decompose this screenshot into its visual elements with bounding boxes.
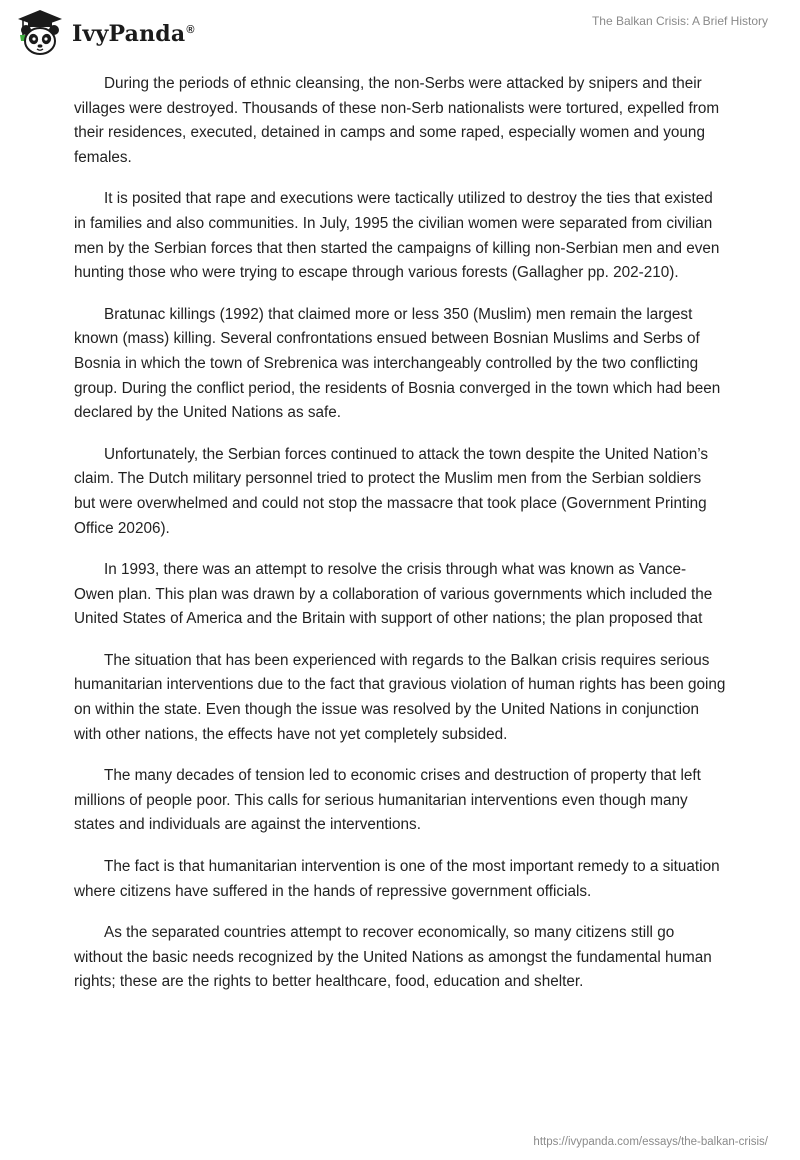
registered-mark: ® [186, 23, 195, 36]
brand-logo[interactable] [14, 8, 195, 58]
essay-paragraph: As the separated countries attempt to recover economically, so many citizens still go without the basic needs recognized by the United Nations as amongst the fundamental human rights; these are the rights to better healthcare, food, education and shelter. [74, 924, 712, 991]
essay-paragraph: It is posited that rape and executions were tactically utilized to destroy the ties that existed in families and also communities. In July, 1995 the civilian women were separated from civilian men by the Serbian forces that then started the campaigns of killing non-Serbian men and even hunting those who were trying to escape through various forests (Gallagher pp. 202-210). [74, 190, 720, 282]
page-header [0, 0, 800, 70]
source-url-link[interactable]: https://ivypanda.com/essays/the-balkan-crisis/ [533, 1136, 768, 1148]
brand-name-text: IvyPanda [72, 21, 186, 47]
essay-paragraph: Bratunac killings (1992) that claimed more or less 350 (Muslim) men remain the largest known (mass) killing. Several confrontations ensued between Bosnian Muslims and Serbs of Bosnia in which the town of Srebrenica was interchangeably controlled by the two conflicting group. During the conflict period, the residents of Bosnia converged in the town which had been declared by the United Nations as safe. [74, 305, 721, 422]
panda-graduate-logo-icon [14, 8, 66, 58]
document-title: The Balkan Crisis: A Brief History [591, 14, 768, 28]
brand-name [72, 21, 195, 47]
essay-paragraph: During the periods of ethnic cleansing, the non-Serbs were attacked by snipers and their villages were destroyed. Thousands of these non-Serb nationalists were tortured, expelled from their residences, executed, detained in camps and some raped, especially women and young females. [74, 75, 720, 166]
essay-paragraph: The situation that has been experienced with regards to the Balkan crisis requires serious humanitarian interventions due to the fact that gravious violation of human rights has been going on within the state. Even though the issue was resolved by the United Nations in conjunction with other nations, the effects have not yet completely subsided. [74, 651, 726, 743]
essay-body [74, 72, 726, 1012]
essay-paragraph: The many decades of tension led to economic crises and destruction of property that left millions of people poor. This calls for serious humanitarian interventions even though many states and individuals are against the interventions. [74, 767, 701, 834]
essay-paragraph: Unfortunately, the Serbian forces continued to attack the town despite the United Nation’s claim. The Dutch military personnel tried to protect the Muslim men from the Serbian soldiers but were overwhelmed and could not stop the massacre that took place (Government Printing Office 20206). [74, 445, 709, 537]
essay-paragraph: The fact is that humanitarian intervention is one of the most important remedy to a situation where citizens have suffered in the hands of repressive government officials. [74, 858, 720, 900]
essay-paragraph: In 1993, there was an attempt to resolve the crisis through what was known as Vance- Owen plan. This plan was drawn by a collaboration of various governments which included the United States of America and the Britain with support of other nations; the plan proposed that [74, 561, 713, 628]
